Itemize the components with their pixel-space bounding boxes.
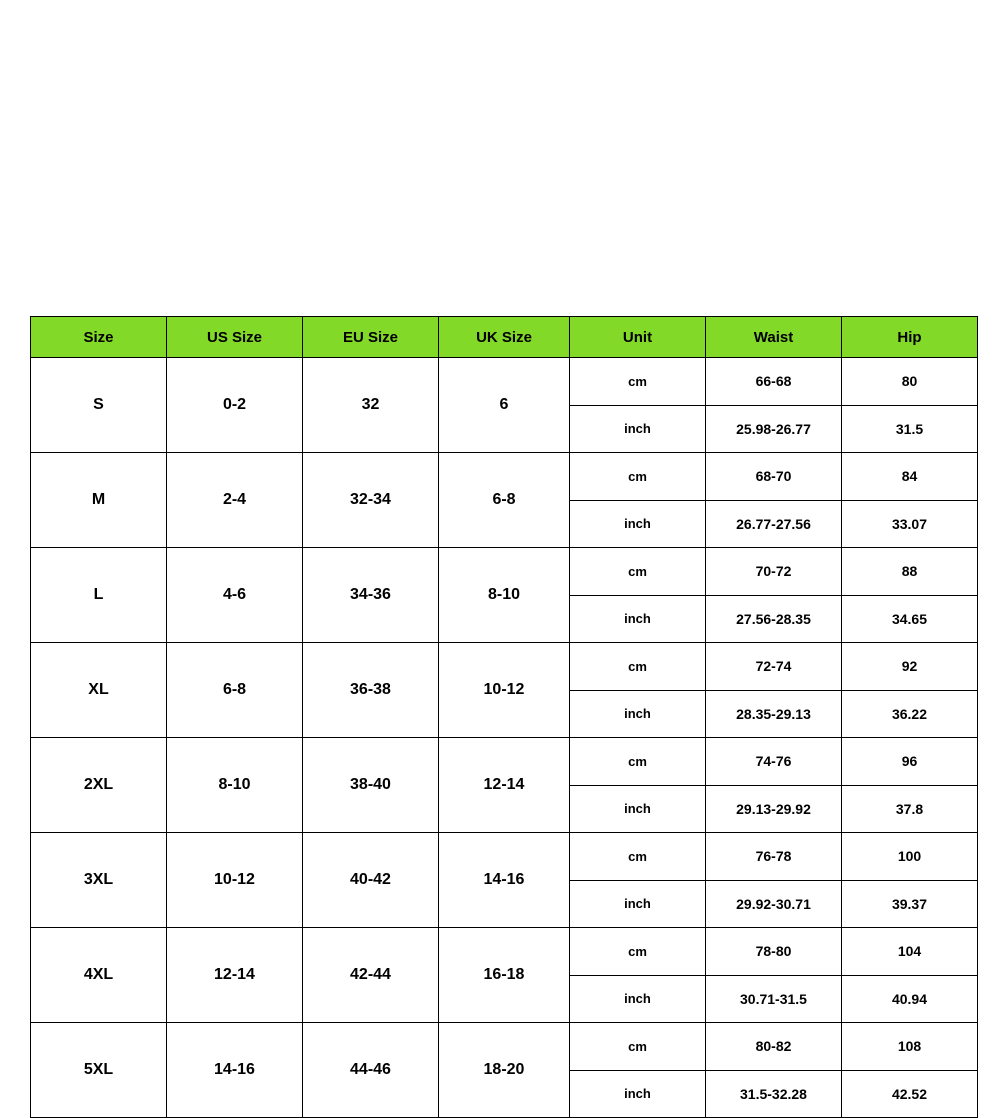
column-header-eu: EU Size [303, 317, 439, 358]
cell-us-size: 8-10 [167, 738, 303, 833]
cell-waist: 66-68 [706, 358, 842, 406]
cell-waist: 74-76 [706, 738, 842, 786]
cell-us-size: 0-2 [167, 358, 303, 453]
cell-hip: 100 [842, 833, 978, 881]
cell-size: 4XL [31, 928, 167, 1023]
cell-hip: 39.37 [842, 880, 978, 928]
cell-us-size: 6-8 [167, 643, 303, 738]
cell-uk-size: 18-20 [439, 1023, 570, 1118]
column-header-uk: UK Size [439, 317, 570, 358]
cell-uk-size: 6 [439, 358, 570, 453]
table-row [31, 453, 978, 501]
cell-size: 5XL [31, 1023, 167, 1118]
table-row [31, 738, 978, 786]
cell-us-size: 14-16 [167, 1023, 303, 1118]
cell-eu-size: 40-42 [303, 833, 439, 928]
cell-waist: 29.13-29.92 [706, 785, 842, 833]
cell-uk-size: 8-10 [439, 548, 570, 643]
cell-unit: cm [570, 1023, 706, 1071]
cell-waist: 68-70 [706, 453, 842, 501]
cell-hip: 80 [842, 358, 978, 406]
cell-waist: 29.92-30.71 [706, 880, 842, 928]
cell-hip: 40.94 [842, 975, 978, 1023]
cell-eu-size: 36-38 [303, 643, 439, 738]
cell-waist: 31.5-32.28 [706, 1070, 842, 1118]
table-row [31, 358, 978, 406]
cell-waist: 28.35-29.13 [706, 690, 842, 738]
cell-unit: cm [570, 833, 706, 881]
cell-unit: inch [570, 975, 706, 1023]
table-row [31, 833, 978, 881]
cell-unit: inch [570, 595, 706, 643]
cell-hip: 84 [842, 453, 978, 501]
cell-hip: 96 [842, 738, 978, 786]
cell-hip: 31.5 [842, 405, 978, 453]
table-row [31, 643, 978, 691]
column-header-hip: Hip [842, 317, 978, 358]
table-row [31, 1023, 978, 1071]
cell-unit: cm [570, 738, 706, 786]
cell-size: M [31, 453, 167, 548]
cell-unit: cm [570, 358, 706, 406]
cell-hip: 88 [842, 548, 978, 596]
size-chart-table [30, 316, 978, 1118]
cell-hip: 92 [842, 643, 978, 691]
cell-hip: 33.07 [842, 500, 978, 548]
cell-uk-size: 14-16 [439, 833, 570, 928]
cell-eu-size: 42-44 [303, 928, 439, 1023]
cell-uk-size: 10-12 [439, 643, 570, 738]
cell-us-size: 2-4 [167, 453, 303, 548]
column-header-waist: Waist [706, 317, 842, 358]
cell-unit: inch [570, 1070, 706, 1118]
cell-waist: 30.71-31.5 [706, 975, 842, 1023]
cell-size: S [31, 358, 167, 453]
table-body [31, 358, 978, 1118]
cell-unit: cm [570, 928, 706, 976]
cell-hip: 108 [842, 1023, 978, 1071]
cell-uk-size: 6-8 [439, 453, 570, 548]
cell-size: 2XL [31, 738, 167, 833]
table-header-row [31, 317, 978, 358]
cell-size: L [31, 548, 167, 643]
cell-waist: 26.77-27.56 [706, 500, 842, 548]
cell-waist: 27.56-28.35 [706, 595, 842, 643]
cell-hip: 104 [842, 928, 978, 976]
cell-eu-size: 32 [303, 358, 439, 453]
cell-size: 3XL [31, 833, 167, 928]
table-row [31, 928, 978, 976]
column-header-us: US Size [167, 317, 303, 358]
cell-unit: inch [570, 500, 706, 548]
cell-us-size: 4-6 [167, 548, 303, 643]
cell-waist: 76-78 [706, 833, 842, 881]
cell-unit: inch [570, 405, 706, 453]
cell-unit: cm [570, 548, 706, 596]
cell-waist: 25.98-26.77 [706, 405, 842, 453]
cell-eu-size: 44-46 [303, 1023, 439, 1118]
column-header-size: Size [31, 317, 167, 358]
cell-hip: 34.65 [842, 595, 978, 643]
cell-unit: inch [570, 880, 706, 928]
cell-hip: 36.22 [842, 690, 978, 738]
cell-unit: cm [570, 453, 706, 501]
cell-hip: 42.52 [842, 1070, 978, 1118]
cell-size: XL [31, 643, 167, 738]
table-header [31, 317, 978, 358]
cell-eu-size: 34-36 [303, 548, 439, 643]
cell-waist: 80-82 [706, 1023, 842, 1071]
cell-eu-size: 38-40 [303, 738, 439, 833]
table-row [31, 548, 978, 596]
cell-eu-size: 32-34 [303, 453, 439, 548]
cell-us-size: 10-12 [167, 833, 303, 928]
cell-waist: 70-72 [706, 548, 842, 596]
cell-unit: cm [570, 643, 706, 691]
cell-hip: 37.8 [842, 785, 978, 833]
cell-unit: inch [570, 690, 706, 738]
cell-us-size: 12-14 [167, 928, 303, 1023]
cell-unit: inch [570, 785, 706, 833]
cell-uk-size: 16-18 [439, 928, 570, 1023]
cell-waist: 78-80 [706, 928, 842, 976]
cell-waist: 72-74 [706, 643, 842, 691]
column-header-unit: Unit [570, 317, 706, 358]
cell-uk-size: 12-14 [439, 738, 570, 833]
